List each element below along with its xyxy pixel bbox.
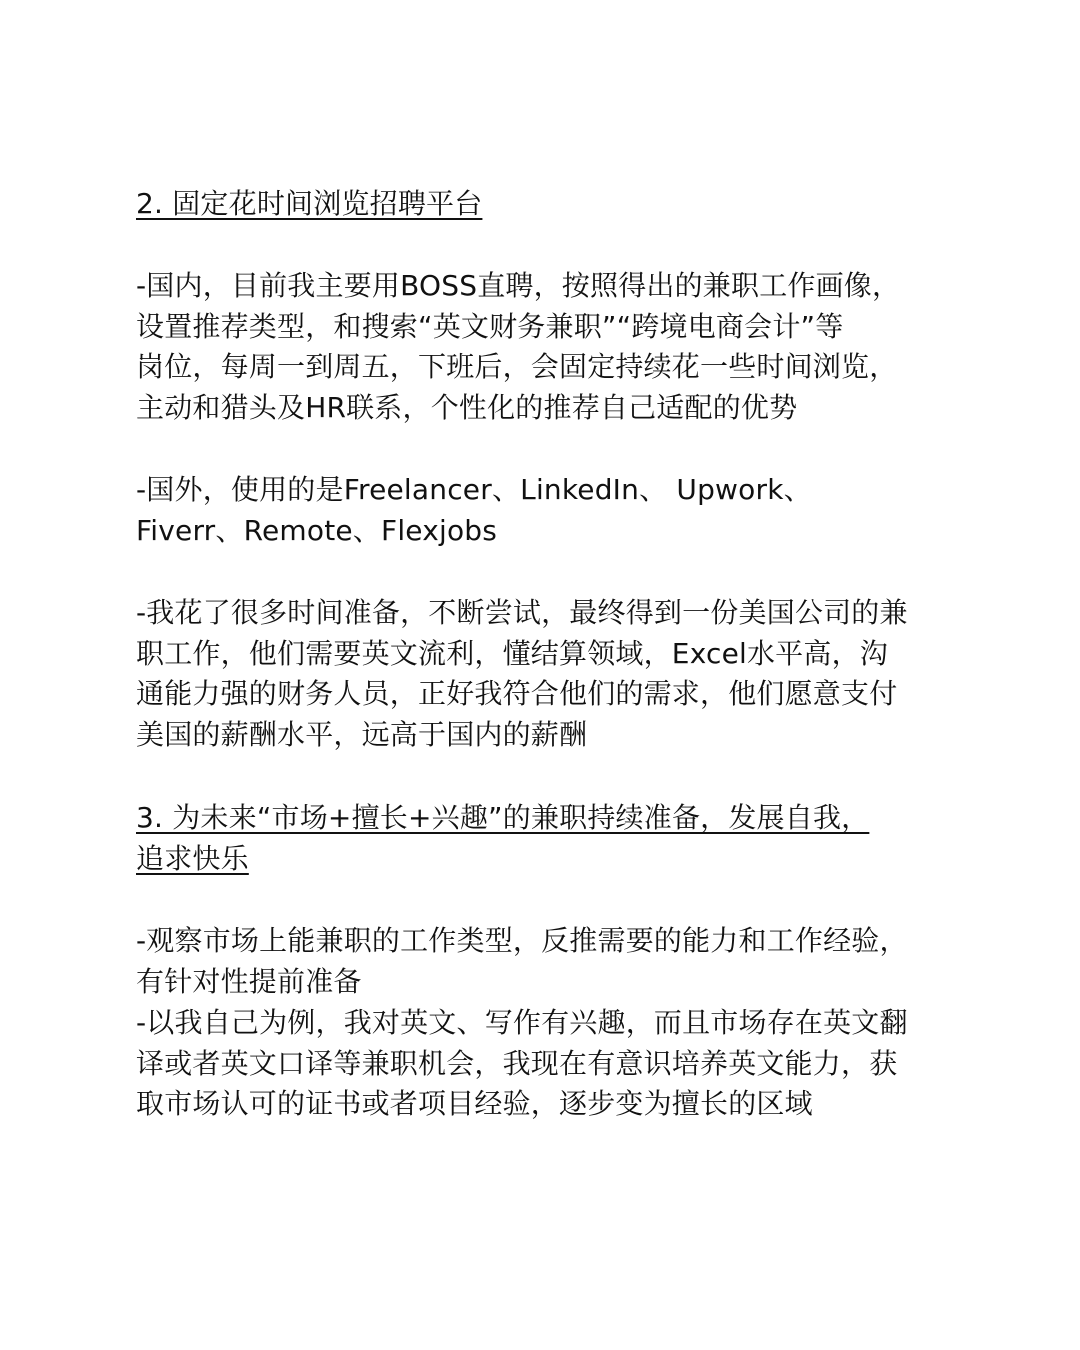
paragraph-line: -国内，目前我主要用BOSS直聘，按照得出的兼职工作画像， xyxy=(136,269,901,302)
observe-market-paragraph xyxy=(136,921,946,1002)
paragraph-line: 职工作，他们需要英文流利，懂结算领域，Excel水平高，沟 xyxy=(136,636,888,670)
foreign-platforms-paragraph xyxy=(136,470,946,551)
paragraph-line: -以我自己为例，我对英文、写作有兴趣，而且市场存在英文翻 xyxy=(136,1006,908,1039)
paragraph-line: -我花了很多时间准备，不断尝试，最终得到一份美国公司的兼 xyxy=(136,596,908,629)
heading-line: 追求快乐 xyxy=(136,841,249,875)
heading-line: 2. 固定花时间浏览招聘平台 xyxy=(136,187,483,220)
paragraph-line: -国外，使用的是Freelancer、LinkedIn、 Upwork、 xyxy=(136,473,812,506)
paragraph-line: 美国的薪酬水平，远高于国内的薪酬 xyxy=(136,717,588,751)
section-3-heading xyxy=(136,798,946,879)
heading-line: 3. 为未来“市场+擅长+兴趣”的兼职持续准备，发展自我， xyxy=(136,801,870,834)
paragraph-line: 译或者英文口译等兼职机会，我现在有意识培养英文能力，获 xyxy=(136,1046,898,1080)
personal-example-paragraph xyxy=(136,1003,946,1125)
paragraph-line: 主动和猎头及HR联系，个性化的推荐自己适配的优势 xyxy=(136,390,798,424)
paragraph-line: 有针对性提前准备 xyxy=(136,964,362,998)
paragraph-line: Fiverr、Remote、Flexjobs xyxy=(136,513,498,547)
domestic-platforms-paragraph xyxy=(136,266,946,428)
paragraph-line: 通能力强的财务人员，正好我符合他们的需求，他们愿意支付 xyxy=(136,677,898,710)
paragraph-line: 岗位，每周一到周五，下班后，会固定持续花一些时间浏览， xyxy=(136,350,898,383)
paragraph-line: 设置推荐类型，和搜索“英文财务兼职”“跨境电商会计”等 xyxy=(136,309,844,343)
section-2-heading xyxy=(136,184,946,225)
paragraph-line: 取市场认可的证书或者项目经验，逐步变为擅长的区域 xyxy=(136,1087,813,1120)
paragraph-line: -观察市场上能兼职的工作类型，反推需要的能力和工作经验， xyxy=(136,924,908,957)
experience-paragraph xyxy=(136,593,946,755)
